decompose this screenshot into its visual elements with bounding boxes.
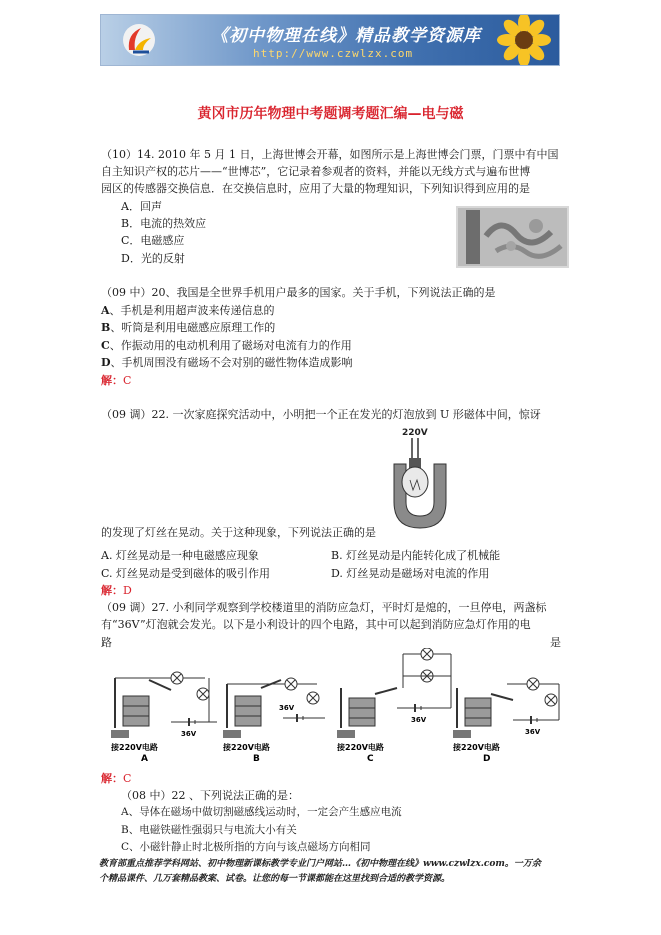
q4-line3-start: 路 xyxy=(101,636,112,649)
q2-option-b-text: 、听筒是利用电磁感应原理工作的 xyxy=(110,321,276,334)
q1-line3: 园区的传感器交换信息．在交换信息时，应用了大量的物理知识，下列知识得到应用的是 xyxy=(101,182,530,195)
q2-option-b-letter: B xyxy=(101,321,111,334)
q3-option-a: A. 灯丝晃动是一种电磁感应现象 xyxy=(101,549,259,562)
q2-answer-value: C xyxy=(123,374,132,387)
q4-line3-end: 是 xyxy=(550,636,561,649)
q2-answer-label: 解： xyxy=(101,374,123,387)
sunflower-icon xyxy=(497,14,551,66)
q2-answer xyxy=(101,372,131,389)
q1-option-d: D．光的反射 xyxy=(121,252,185,265)
expo-ticket-image xyxy=(456,206,569,268)
circuit-b-supply: 接220V电路 xyxy=(223,743,270,752)
circuit-b xyxy=(222,678,325,764)
q2-option-c-text: 、作振动用的电动机利用了磁场对电流有力的作用 xyxy=(109,339,352,352)
circuit-c-supply: 接220V电路 xyxy=(337,743,384,752)
circuit-b-label: B xyxy=(253,754,260,764)
site-logo-icon xyxy=(121,22,157,58)
circuit-a-voltage: 36V xyxy=(181,730,197,738)
circuit-c-label: C xyxy=(367,754,374,764)
q1-option-a: A．回声 xyxy=(121,200,162,213)
page-footer xyxy=(99,857,559,887)
q1-line2: 自主知识产权的芯片——“世博芯”，它记录着参观者的资料，并能以无线方式与遍布世博 xyxy=(101,165,531,178)
q5-option-a: A、导体在磁场中做切割磁感线运动时，一定会产生感应电流 xyxy=(121,806,402,818)
q5-option-b: B、电磁铁磁性强弱只与电流大小有关 xyxy=(121,824,297,836)
q2-option-a-letter: A xyxy=(101,304,110,317)
circuit-d-voltage: 36V xyxy=(525,728,541,736)
q4-answer-label: 解： xyxy=(101,772,123,785)
figure-voltage-label: 220V xyxy=(402,428,428,438)
q1-option-c: C．电磁感应 xyxy=(121,234,185,247)
footer-line2: 个精品课件、几万套精品教案、试卷。让您的每一节课都能在这里找到合适的教学资源。 xyxy=(99,874,451,884)
circuit-a xyxy=(110,672,217,764)
q4-answer-value: C xyxy=(123,772,132,785)
circuit-c xyxy=(336,648,451,764)
q1-line1: （10）14. 2010 年 5 月 1 日，上海世博会开幕，如图所示是上海世博会门票，门票中有中国 xyxy=(101,148,559,161)
q2-option-d-text: 、手机周围没有磁场不会对别的磁性物体造成影响 xyxy=(110,356,353,369)
header-banner xyxy=(100,14,560,66)
q2-stem: （09 中）20、我国是全世界手机用户最多的国家。关于手机，下列说法正确的是 xyxy=(101,286,496,299)
q3-option-c: C. 灯丝晃动是受到磁体的吸引作用 xyxy=(101,567,271,580)
banner-title: 《初中物理在线》精品教学资源库 xyxy=(211,26,481,46)
circuit-d-label: D xyxy=(483,754,491,764)
circuit-diagrams xyxy=(105,648,565,766)
q2-option-a xyxy=(101,302,275,319)
q2-option-b xyxy=(101,319,275,336)
q3-line2: 的发现了灯丝在晃动。关于这种现象，下列说法正确的是 xyxy=(101,526,376,539)
page-title: 黄冈市历年物理中考题调考题汇编—电与磁 xyxy=(197,106,464,122)
q3-answer-value: D xyxy=(123,584,132,597)
q5-option-c: C、小磁针静止时北极所指的方向与该点磁场方向相同 xyxy=(121,841,371,853)
q2-option-d-letter: D xyxy=(101,356,111,369)
q3-option-d: D. 灯丝晃动是磁场对电流的作用 xyxy=(331,567,490,580)
q3-option-b: B. 灯丝晃动是内能转化成了机械能 xyxy=(331,549,501,562)
q4-line2: 有“36V”灯泡就会发光。以下是小利设计的四个电路，其中可以起到消防应急灯作用的电 xyxy=(101,618,531,631)
circuit-d-supply: 接220V电路 xyxy=(453,743,500,752)
q3-line1: （09 调）22. 一次家庭探究活动中，小明把一个正在发光的灯泡放到 U 形磁体中间，惊讶 xyxy=(101,408,541,421)
q3-answer xyxy=(101,582,132,599)
q2-option-d xyxy=(101,354,353,371)
q4-line1: （09 调）27. 小利同学观察到学校楼道里的消防应急灯，平时灯是熄的，一旦停电，两盏标 xyxy=(101,601,547,614)
q2-option-a-text: 、手机是利用超声波来传递信息的 xyxy=(109,304,275,317)
circuit-d xyxy=(452,678,559,764)
circuit-c-voltage: 36V xyxy=(411,716,427,724)
q5-stem: （08 中）22 、下列说法正确的是： xyxy=(121,789,299,802)
q1-option-b: B．电流的热效应 xyxy=(121,217,207,230)
footer-line1: 教育部重点推荐学科网站、初中物理新课标教学专业门户网站…《初中物理在线》www.czwlzx.com。一万余 xyxy=(99,859,541,869)
q3-answer-label: 解： xyxy=(101,584,123,597)
q2-option-c xyxy=(101,337,352,354)
circuit-figures xyxy=(105,648,565,766)
magnet-bulb-figure xyxy=(382,424,458,536)
circuit-a-supply: 接220V电路 xyxy=(111,743,158,752)
q2-option-c-letter: C xyxy=(101,339,110,352)
banner-url[interactable]: http://www.czwlzx.com xyxy=(253,47,414,60)
circuit-b-voltage: 36V xyxy=(279,704,295,712)
circuit-a-label: A xyxy=(141,754,148,764)
q4-answer xyxy=(101,770,131,787)
